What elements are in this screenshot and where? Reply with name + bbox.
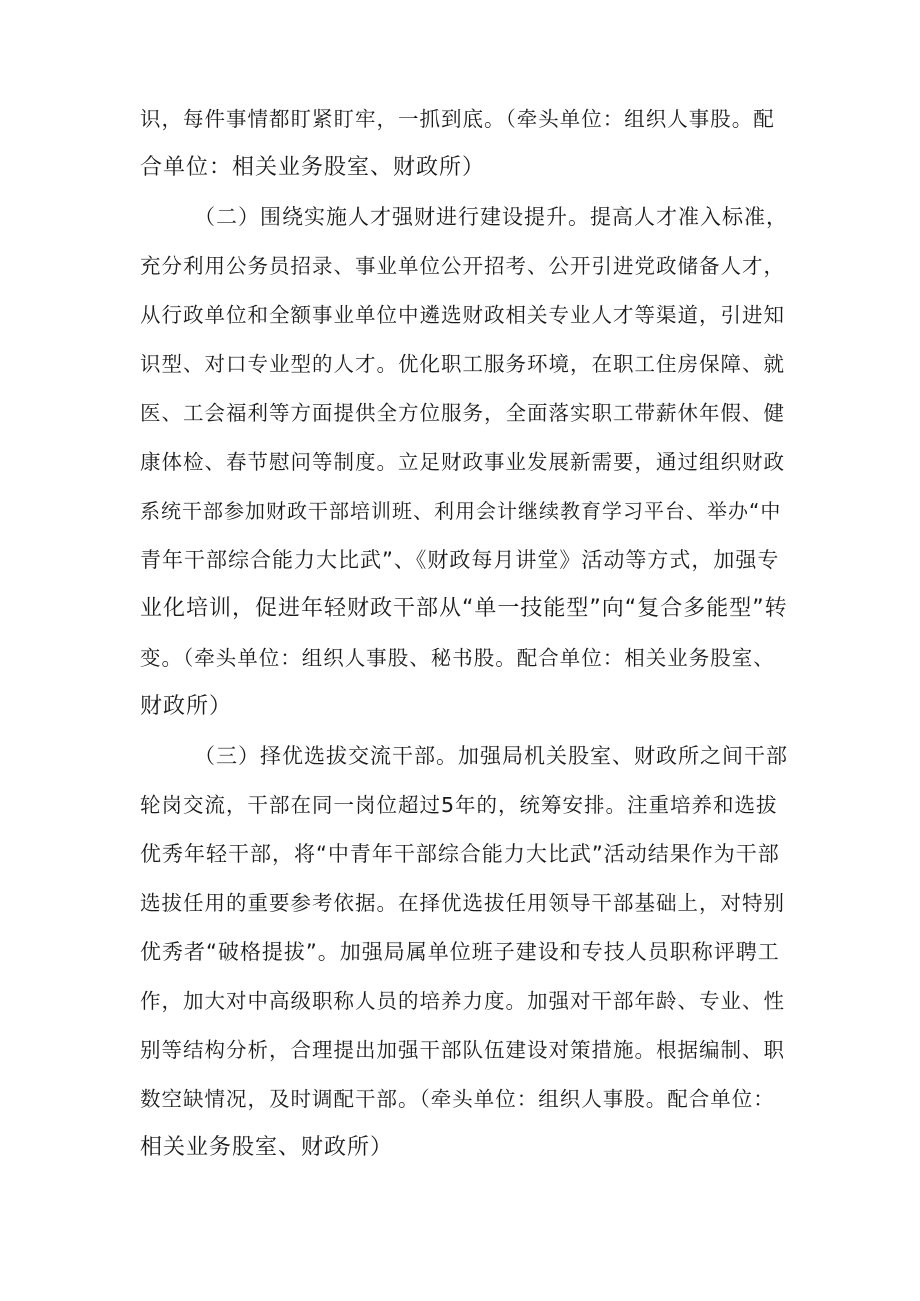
text-line: 数空缺情况，及时调配干部。（牵头单位：组织人事股。配合单位： [140, 1087, 775, 1111]
text-line: 相关业务股室、财政所） [140, 1135, 394, 1160]
text-line: 轮岗交流，干部在同一岗位超过5年的，统筹安排。注重培养和选拔 [140, 793, 778, 817]
text-line: 选拔任用的重要参考依据。在择优选拔任用领导干部基础上，对特别 [140, 891, 785, 915]
text-line: 财政所） [140, 694, 233, 719]
text-line: 优秀年轻干部，将“中青年干部综合能力大比武”活动结果作为干部 [140, 842, 780, 866]
text-line: 系统干部参加财政干部培训班、利用会计继续教育学习平台、举办“中 [140, 499, 782, 523]
text-line: 作，加大对中高级职称人员的培养力度。加强对干部年龄、专业、性 [140, 989, 785, 1013]
paragraph-2-heading-line: （二）围绕实施人才强财进行建设提升。提高人才准入标准， [194, 205, 788, 229]
text-line: 业化培训，促进年轻财政干部从“单一技能型”向“复合多能型”转 [140, 596, 788, 621]
text-line: 优秀者“破格提拔”。加强局属单位班子建设和专技人员职称评聘工 [140, 940, 780, 964]
text-line: 从行政单位和全额事业单位中遴选财政相关专业人才等渠道，引进知 [140, 303, 785, 327]
text-line: 充分利用公务员招录、事业单位公开招考、公开引进党政储备人才， [140, 254, 785, 278]
text-line: 医、工会福利等方面提供全方位服务，全面落实职工带薪休年假、健 [140, 401, 785, 425]
text-line: 识，每件事情都盯紧盯牢，一抓到底。（牵头单位：组织人事股。配 [140, 107, 775, 131]
text-line: 青年干部综合能力大比武”、《财政每月讲堂》活动等方式，加强专 [140, 548, 780, 572]
paragraph-3-heading-line: （三）择优选拔交流干部。加强局机关股室、财政所之间干部 [194, 744, 788, 768]
text-line: 识型、对口专业型的人才。优化职工服务环境，在职工住房保障、就 [140, 352, 785, 376]
text-line: 康体检、春节慰问等制度。立足财政事业发展新需要，通过组织财政 [140, 450, 785, 474]
text-line: 别等结构分析，合理提出加强干部队伍建设对策措施。根据编制、职 [140, 1038, 785, 1062]
text-line: 合单位：相关业务股室、财政所） [140, 155, 486, 180]
text-line: 变。（牵头单位：组织人事股、秘书股。配合单位：相关业务股室、 [140, 646, 775, 670]
